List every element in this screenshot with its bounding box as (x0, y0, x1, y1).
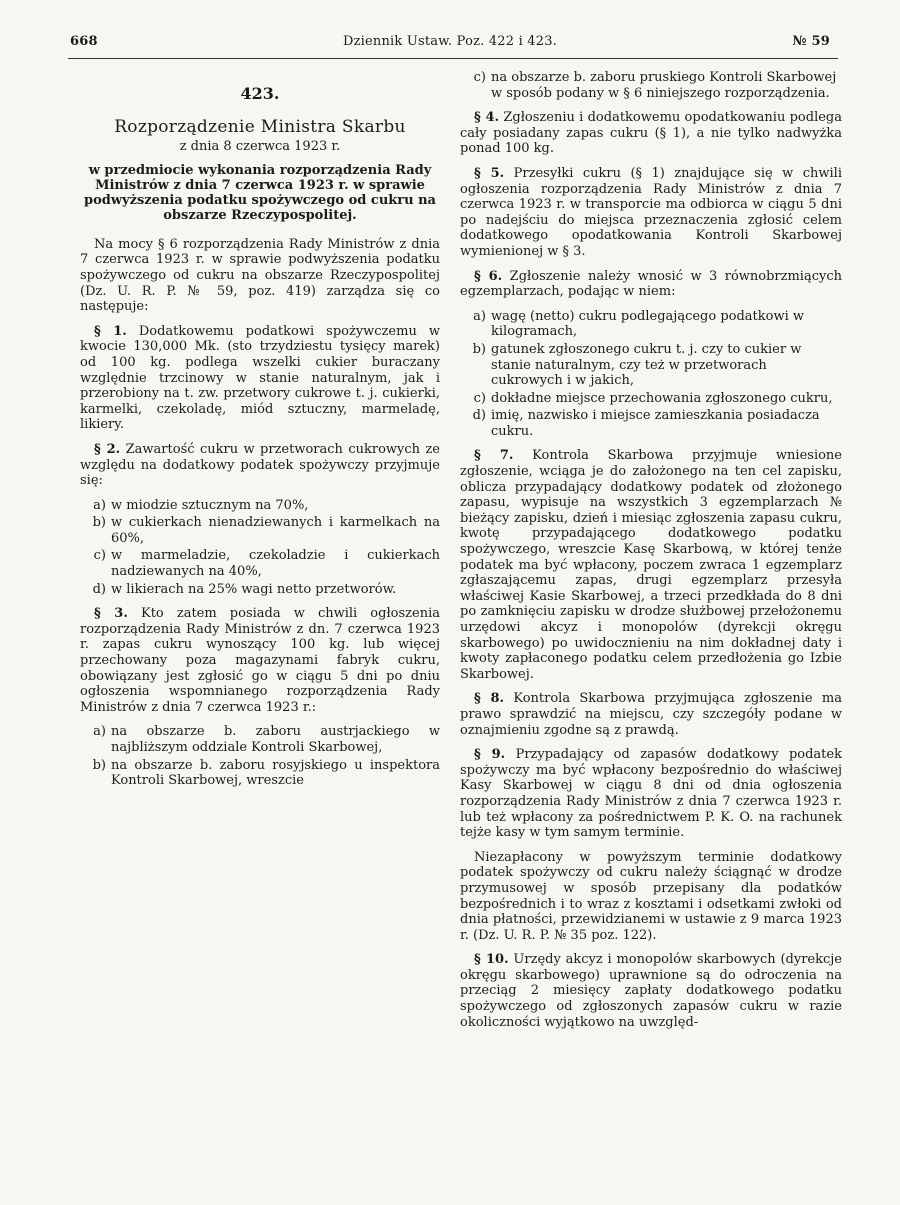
list-item (80, 515, 440, 546)
list-item-key: c) (473, 390, 486, 406)
act-subject: w przedmiocie wykonania rozporządzenia Rady Ministrów z dnia 7 czerwca 1923 r. w sprawie podwyższenia podatku spożywczego od cukru na obszarze Rzeczypospolitej. (84, 162, 436, 223)
section-7-label: § 7. (474, 448, 514, 464)
list-item-key: d) (472, 408, 486, 424)
section-9-label: § 9. (474, 747, 506, 763)
left-column (80, 70, 440, 798)
section-8 (460, 691, 842, 738)
running-header (70, 34, 830, 56)
list-item-text: gatunek zgłoszonego cukru t. j. czy to cukier w stanie naturalnym, czy też w przetworach cukrowych i w jakich, (491, 341, 802, 389)
act-title: Rozporządzenie Ministra Skarbu (114, 116, 406, 137)
section-6-text: Zgłoszenie należy wnosić w 3 równobrzmiących egzemplarzach, podając w niem: (460, 268, 842, 300)
intro-paragraph: Na mocy § 6 rozporządzenia Rady Ministrów z dnia 7 czerwca 1923 r. w sprawie podwyższenia podatku spożywczego od cukru na obszarze Rzeczypospolitej (Dz. U. R. P. № 59, poz. 419) zarządza się co następuje: (80, 236, 440, 315)
section-3-text: Kto zatem posiada w chwili ogłoszenia rozporządzenia Rady Ministrów z dn. 7 czerwca 1923 r. zapas cukru wynoszący 100 kg. lub więcej przechowany poza magazynami fabryk cukru, obowiązany jest zgłosić go w ciągu 5 dni po dniu ogłoszenia wspomnianego rozporządzenia Rady Ministrów z dnia 7 czerwca 1923 r.: (80, 606, 440, 715)
section-1 (80, 324, 440, 433)
list-item (460, 342, 842, 389)
list-item-text: w cukierkach nienadziewanych i karmelkach na 60%, (111, 515, 440, 546)
section-6 (460, 269, 842, 300)
issue-number: № 59 (792, 34, 830, 49)
section-7-text: Kontrola Skarbowa przyjmuje wniesione zgłoszenie, wciąga je do założonego na ten cel zapisku, oblicza przypadający dodatkowy podatek od złożonego zapasu, wypisuje na wszystkich 3 egzemplarzach № bieżący zapisku, dzień i miesiąc zgłoszenia zapasu cukru, kwotę przypadającego dodatkowego podatku spożywczego, wreszcie Kasę Skarbową, w której tenże podatek ma być wpłacony, poczem zwraca 1 egzemplarz zgłaszającemu zapas, drugi egzemplarz przesyła właściwej Kasie Skarbowej, a trzeci przedkłada do 8 dni po zamknięciu zapisku w drodze służbowej przełożonemu urzędowi akcyz i monopolów (dyrekcji okręgu skarbowego) po uwidocznieniu na nim dokładnej daty i kwoty zapłaconego podatku celem przedłożenia go Izbie Skarbowej. (460, 448, 842, 682)
section-5-text: Przesyłki cukru (§ 1) znajdujące się w chwili ogłoszenia rozporządzenia Rady Ministrów z dnia 7 czerwca 1923 r. w transporcie ma odbiorca w ciągu 5 dni po nadejściu do miejsca przeznaczenia zgłosić celem dodatkowego opodatkowania Kontroli Skarbowej wymienionej w § 3. (460, 165, 842, 259)
list-item-text: w likierach na 25% wagi netto przetworów. (111, 581, 397, 597)
act-number: 423. (240, 84, 280, 103)
section-4 (460, 110, 842, 157)
list-item (80, 548, 440, 579)
section-3 (80, 606, 440, 715)
list-item-key: a) (93, 497, 106, 513)
list-item-key: c) (473, 70, 486, 85)
list-item (80, 758, 440, 789)
list-item-text: w marmeladzie, czekoladzie i cukierkach nadziewanych na 40%, (111, 548, 440, 580)
list-item (460, 70, 842, 101)
section-8-label: § 8. (474, 691, 505, 707)
list-item-text: wagę (netto) cukru podlegającego podatkowi w kilogramach, (491, 308, 805, 340)
list-item (80, 498, 440, 514)
section-9 (460, 747, 842, 841)
section-2 (80, 442, 440, 489)
list-item-key: d) (92, 581, 106, 597)
section-9-text: Przypadający od zapasów dodatkowy podatek spożywczy ma być wpłacony bezpośrednio do właściwej Kasy Skarbowej w ciągu 8 dni od dnia ogłoszenia rozporządzenia Rady Ministrów z dnia 7 czerwca 1923 r. lub też wpłacony za pośrednictwem P. K. O. na rachunek tejże kasy w tym samym terminie. (460, 747, 842, 841)
section-5 (460, 166, 842, 260)
list-item (460, 309, 842, 340)
journal-reference: Dziennik Ustaw. Poz. 422 i 423. (342, 34, 558, 49)
list-item (80, 724, 440, 755)
header-rule (68, 58, 838, 59)
section-1-text: Dodatkowemu podatkowi spożywczemu w kwocie 130,000 Mk. (sto trzydziestu tysięcy marek) od 100 kg. podlega wszelki cukier buraczany względnie trzcinowy w stanie naturalnym, jak i przerobiony na t. zw. przetwory cukrowe t. j. cukierki, karmelki, czekoladę, miód sztuczny, marmeladę, likiery. (80, 323, 440, 433)
section-7 (460, 448, 842, 682)
section-4-text: Zgłoszeniu i dodatkowemu opodatkowaniu podlega cały posiadany zapas cukru (§ 1), a nie tylko nadwyżka ponad 100 kg. (460, 110, 842, 157)
list-item-key: b) (472, 341, 486, 357)
right-column (460, 70, 842, 1039)
list-item (80, 582, 440, 598)
section-2-text: Zawartość cukru w przetworach cukrowych ze względu na dodatkowy podatek spożywczy przyjmuje się: (80, 441, 441, 489)
list-item-text: na obszarze b. zaboru austrjackiego w najbliższym oddziale Kontroli Skarbowej, (111, 724, 440, 755)
section-10-text: Urzędy akcyz i monopolów skarbowych (dyrekcje okręgu skarbowego) uprawnione są do odroczenia na przeciąg 2 miesięcy zapłaty dodatkowego podatku spożywczego od zgłoszonych zapasów cukru w razie okoliczności wyjątkowo na uwzględ- (460, 952, 842, 1030)
list-item-key: b) (92, 757, 106, 773)
list-item-key: a) (93, 724, 106, 740)
section-3-list (80, 724, 440, 788)
list-item-key: b) (92, 515, 106, 531)
list-item-text: imię, nazwisko i miejsce zamieszkania posiadacza cukru. (491, 408, 820, 439)
section-5-label: § 5. (474, 165, 505, 181)
section-2-label: § 2. (94, 441, 121, 457)
section-3-label: § 3. (94, 606, 128, 622)
act-date: z dnia 8 czerwca 1923 r. (179, 139, 341, 155)
section-6-list (460, 309, 842, 440)
section-1-label: § 1. (94, 323, 127, 339)
section-6-label: § 6. (474, 268, 503, 284)
section-2-list (80, 498, 440, 598)
section-9-paragraph-2: Niezapłacony w powyższym terminie dodatkowy podatek spożywczy od cukru należy ściągnąć w drodze przymusowej w sposób przepisany dla podatków bezpośrednich i to wraz z kosztami i odsetkami zwłoki od dnia płatności, przewidzianemi w ustawie z 9 marca 1923 r. (Dz. U. R. P. № 35 poz. 122). (460, 849, 842, 943)
list-item (460, 391, 842, 407)
list-item (460, 408, 842, 439)
list-item-text: w miodzie sztucznym na 70%, (111, 497, 309, 513)
list-item-text: na obszarze b. zaboru rosyjskiego u inspektora Kontroli Skarbowej, wreszcie (111, 757, 440, 789)
list-item-key: c) (93, 548, 106, 564)
section-10-label: § 10. (474, 952, 509, 968)
list-item-key: a) (473, 308, 486, 324)
page-number: 668 (70, 34, 98, 49)
list-item-text: dokładne miejsce przechowania zgłoszonego cukru, (491, 390, 833, 406)
section-8-text: Kontrola Skarbowa przyjmująca zgłoszenie ma prawo sprawdzić na miejscu, czy szczegóły podane w oznajmieniu zgodne są z prawdą. (460, 691, 842, 738)
list-item-text: na obszarze b. zaboru pruskiego Kontroli Skarbowej w sposób podany w § 6 niniejszego rozporządzenia. (491, 70, 837, 101)
section-4-label: § 4. (474, 110, 500, 126)
section-3-list-continued (460, 70, 842, 101)
section-10 (460, 952, 842, 1030)
